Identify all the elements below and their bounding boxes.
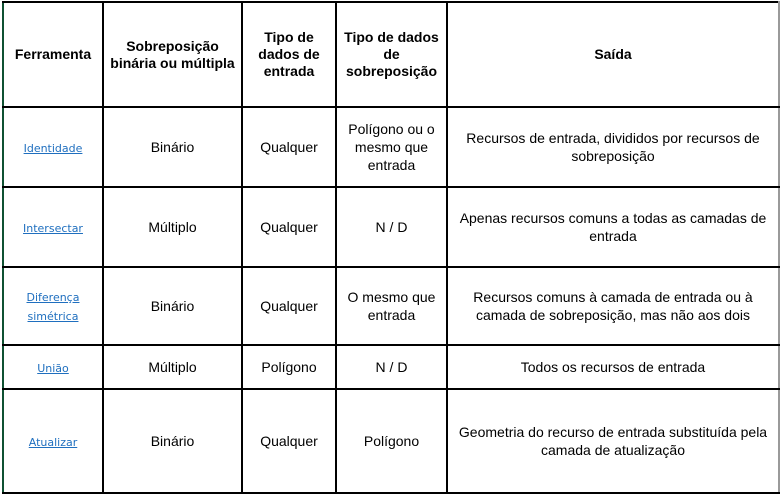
table-row [3,107,779,187]
overlay-cell: Múltiplo [103,187,242,267]
table-row [3,345,779,389]
header-row [3,2,779,107]
tool-cell [3,345,103,389]
output-cell: Recursos de entrada, divididos por recursos de sobreposição [447,107,779,187]
tool-link-intersectar[interactable]: Intersectar [23,221,83,235]
overlay-tools-table [2,1,780,494]
overlay-type-cell: N / D [336,187,447,267]
overlay-type-cell: O mesmo que entrada [336,267,447,345]
table-row [3,389,779,493]
input-type-cell: Qualquer [242,107,336,187]
header-saida: Saída [447,2,779,107]
input-type-cell: Qualquer [242,187,336,267]
output-cell: Apenas recursos comuns a todas as camadas de entrada [447,187,779,267]
table-row [3,267,779,345]
tool-cell [3,187,103,267]
overlay-cell: Binário [103,107,242,187]
overlay-cell: Múltiplo [103,345,242,389]
tool-link-diferenca-simetrica[interactable]: Diferença simétrica [26,291,80,323]
tool-cell [3,267,103,345]
overlay-type-cell: Polígono [336,389,447,493]
overlay-cell: Binário [103,267,242,345]
input-type-cell: Qualquer [242,267,336,345]
overlay-type-cell: Polígono ou o mesmo que entrada [336,107,447,187]
overlay-type-cell: N / D [336,345,447,389]
tool-link-atualizar[interactable]: Atualizar [28,435,78,449]
tool-cell [3,107,103,187]
header-tipo-sobreposicao: Tipo de dados de sobreposição [336,2,447,107]
tool-link-identidade[interactable]: Identidade [23,141,83,155]
header-tipo-entrada: Tipo de dados de entrada [242,2,336,107]
header-sobreposicao: Sobreposição binária ou múltipla [103,2,242,107]
output-cell: Todos os recursos de entrada [447,345,779,389]
output-cell: Geometria do recurso de entrada substituída pela camada de atualização [447,389,779,493]
header-ferramenta: Ferramenta [3,2,103,107]
tool-link-uniao[interactable]: União [37,361,69,375]
tool-cell [3,389,103,493]
input-type-cell: Qualquer [242,389,336,493]
overlay-cell: Binário [103,389,242,493]
output-cell: Recursos comuns à camada de entrada ou à camada de sobreposição, mas não aos dois [447,267,779,345]
input-type-cell: Polígono [242,345,336,389]
table-row [3,187,779,267]
